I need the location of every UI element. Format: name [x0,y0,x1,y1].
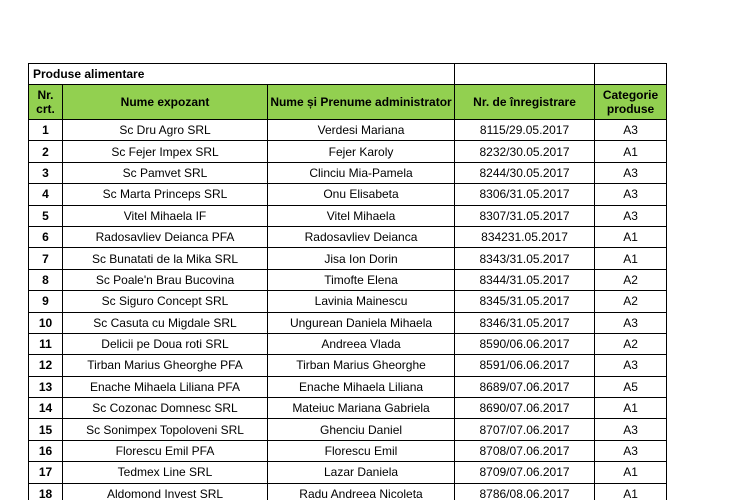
table-row [29,355,667,376]
cell-administrator: Radu Andreea Nicoleta [268,483,455,500]
cell-nr: 8 [29,269,63,290]
table-row [29,312,667,333]
cell-administrator: Lazar Daniela [268,462,455,483]
cell-nr: 4 [29,184,63,205]
cell-categorie: A2 [595,269,667,290]
cell-categorie: A1 [595,398,667,419]
cell-inregistrare: 8346/31.05.2017 [455,312,595,333]
cell-categorie: A3 [595,184,667,205]
section-title: Produse alimentare [29,64,455,85]
cell-categorie: A5 [595,376,667,397]
table-row [29,141,667,162]
cell-expozant: Delicii pe Doua roti SRL [63,333,268,354]
cell-nr: 17 [29,462,63,483]
header-administrator: Nume și Prenume administrator [268,85,455,120]
table-row [29,483,667,500]
section-title-row [29,64,667,85]
table-row [29,248,667,269]
table-row [29,205,667,226]
table-row [29,291,667,312]
cell-nr: 15 [29,419,63,440]
cell-administrator: Florescu Emil [268,440,455,461]
cell-categorie: A1 [595,483,667,500]
cell-inregistrare: 8343/31.05.2017 [455,248,595,269]
header-expozant: Nume expozant [63,85,268,120]
cell-administrator: Radosavliev Deianca [268,226,455,247]
cell-nr: 9 [29,291,63,312]
cell-expozant: Tirban Marius Gheorghe PFA [63,355,268,376]
cell-nr: 6 [29,226,63,247]
cell-inregistrare: 8345/31.05.2017 [455,291,595,312]
table-row [29,333,667,354]
table-row [29,376,667,397]
cell-inregistrare: 8786/08.06.2017 [455,483,595,500]
table-row [29,440,667,461]
cell-nr: 16 [29,440,63,461]
cell-expozant: Radosavliev Deianca PFA [63,226,268,247]
cell-inregistrare: 8307/31.05.2017 [455,205,595,226]
cell-expozant: Enache Mihaela Liliana PFA [63,376,268,397]
cell-administrator: Clinciu Mia-Pamela [268,162,455,183]
cell-nr: 1 [29,120,63,141]
cell-categorie: A3 [595,355,667,376]
cell-expozant: Sc Poale'n Brau Bucovina [63,269,268,290]
cell-expozant: Sc Dru Agro SRL [63,120,268,141]
cell-administrator: Enache Mihaela Liliana [268,376,455,397]
cell-inregistrare: 8590/06.06.2017 [455,333,595,354]
cell-categorie: A3 [595,419,667,440]
cell-expozant: Sc Bunatati de la Mika SRL [63,248,268,269]
cell-administrator: Onu Elisabeta [268,184,455,205]
cell-inregistrare: 8690/07.06.2017 [455,398,595,419]
cell-expozant: Tedmex Line SRL [63,462,268,483]
cell-categorie: A3 [595,440,667,461]
cell-nr: 10 [29,312,63,333]
blank-cell [595,64,667,85]
cell-categorie: A3 [595,205,667,226]
cell-inregistrare: 8344/31.05.2017 [455,269,595,290]
cell-nr: 13 [29,376,63,397]
cell-administrator: Lavinia Mainescu [268,291,455,312]
cell-nr: 5 [29,205,63,226]
header-nr: Nr. crt. [29,85,63,120]
cell-administrator: Jisa Ion Dorin [268,248,455,269]
cell-inregistrare: 834231.05.2017 [455,226,595,247]
blank-cell [455,64,595,85]
cell-expozant: Sc Sonimpex Topoloveni SRL [63,419,268,440]
cell-categorie: A3 [595,162,667,183]
cell-nr: 18 [29,483,63,500]
header-categorie: Categorie produse [595,85,667,120]
table-row [29,184,667,205]
cell-expozant: Sc Pamvet SRL [63,162,268,183]
cell-administrator: Ghenciu Daniel [268,419,455,440]
cell-administrator: Timofte Elena [268,269,455,290]
cell-inregistrare: 8591/06.06.2017 [455,355,595,376]
cell-administrator: Tirban Marius Gheorghe [268,355,455,376]
document-sheet [28,63,666,500]
cell-expozant: Vitel Mihaela IF [63,205,268,226]
cell-administrator: Mateiuc Mariana Gabriela [268,398,455,419]
cell-administrator: Ungurean Daniela Mihaela [268,312,455,333]
cell-administrator: Fejer Karoly [268,141,455,162]
cell-expozant: Sc Casuta cu Migdale SRL [63,312,268,333]
cell-expozant: Sc Cozonac Domnesc SRL [63,398,268,419]
cell-nr: 12 [29,355,63,376]
cell-categorie: A3 [595,120,667,141]
cell-nr: 3 [29,162,63,183]
cell-inregistrare: 8244/30.05.2017 [455,162,595,183]
cell-inregistrare: 8707/07.06.2017 [455,419,595,440]
cell-inregistrare: 8232/30.05.2017 [455,141,595,162]
cell-nr: 2 [29,141,63,162]
table-row [29,269,667,290]
cell-expozant: Sc Marta Princeps SRL [63,184,268,205]
cell-categorie: A2 [595,291,667,312]
cell-categorie: A1 [595,248,667,269]
cell-inregistrare: 8709/07.06.2017 [455,462,595,483]
exhibitors-table [28,63,667,500]
cell-administrator: Vitel Mihaela [268,205,455,226]
cell-categorie: A3 [595,312,667,333]
header-inregistrare: Nr. de înregistrare [455,85,595,120]
cell-expozant: Florescu Emil PFA [63,440,268,461]
table-row [29,120,667,141]
cell-expozant: Sc Siguro Concept SRL [63,291,268,312]
cell-categorie: A1 [595,226,667,247]
cell-categorie: A1 [595,462,667,483]
cell-inregistrare: 8306/31.05.2017 [455,184,595,205]
table-row [29,398,667,419]
cell-nr: 14 [29,398,63,419]
cell-nr: 11 [29,333,63,354]
cell-nr: 7 [29,248,63,269]
table-row [29,226,667,247]
cell-administrator: Andreea Vlada [268,333,455,354]
cell-inregistrare: 8708/07.06.2017 [455,440,595,461]
table-body [29,120,667,500]
table-row [29,462,667,483]
cell-expozant: Aldomond Invest SRL [63,483,268,500]
cell-expozant: Sc Fejer Impex SRL [63,141,268,162]
table-row [29,419,667,440]
cell-inregistrare: 8689/07.06.2017 [455,376,595,397]
table-row [29,162,667,183]
cell-administrator: Verdesi Mariana [268,120,455,141]
cell-categorie: A2 [595,333,667,354]
cell-inregistrare: 8115/29.05.2017 [455,120,595,141]
header-row [29,85,667,120]
cell-categorie: A1 [595,141,667,162]
